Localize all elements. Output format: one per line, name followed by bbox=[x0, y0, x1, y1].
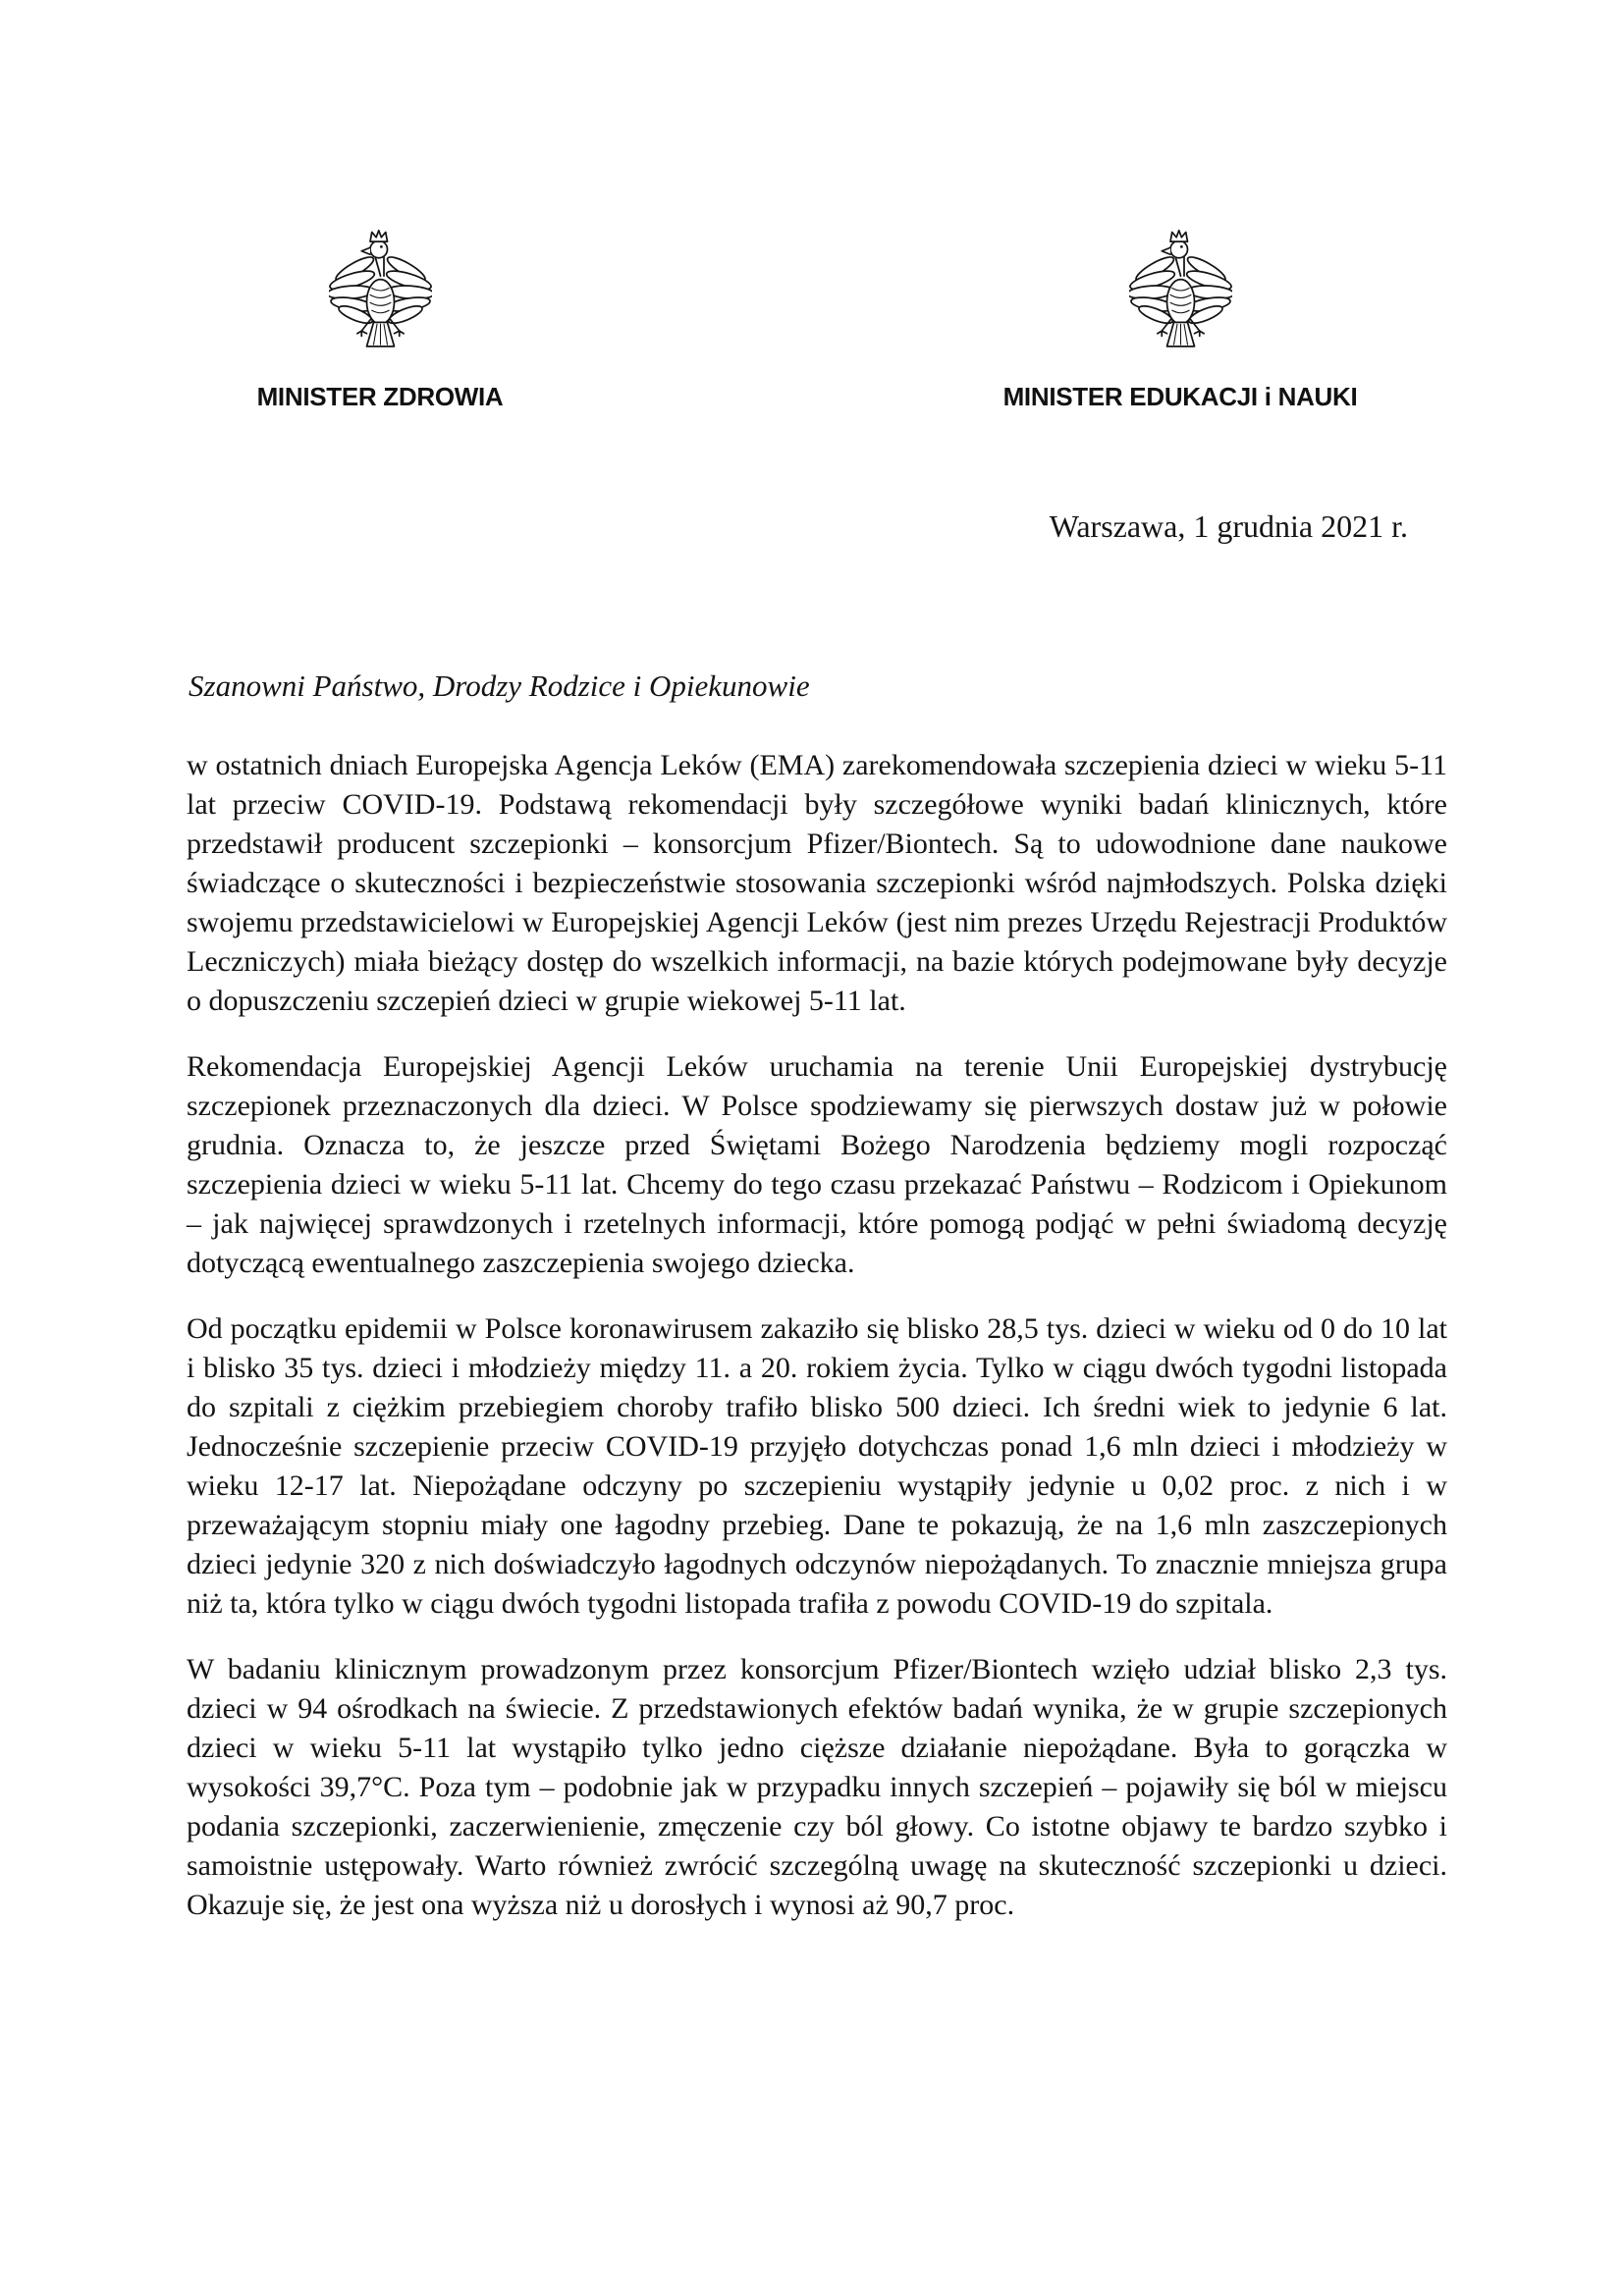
polish-eagle-emblem-left bbox=[329, 226, 432, 355]
body-paragraph-3: Od początku epidemii w Polsce koronawirusem zakaziło się blisko 28,5 tys. dzieci w wieku od 0 do 10 lat i blisko 35 tys. dzieci i młodzieży między 11. a 20. rokiem życia. Tylko w ciągu dwóch tygodni listopada do szpitali z ciężkim przebiegiem choroby trafiło blisko 500 dzieci. Ich średni wiek to jedynie 6 lat. Jednocześnie szczepienie przeciw COVID-19 przyjęło dotychczas ponad 1,6 mln dzieci i młodzieży w wieku 12-17 lat. Niepożądane odczyny po szczepieniu wystąpiły jedynie u 0,02 proc. z nich i w przeważającym stopniu miały one łagodny przebieg. Dane te pokazują, że na 1,6 mln zaszczepionych dzieci jedynie 320 z nich doświadczyło łagodnych odczynów niepożądanych. To znacznie mniejsza grupa niż ta, która tylko w ciągu dwóch tygodni listopada trafiła z powodu COVID-19 do szpitala. bbox=[187, 1312, 1447, 1620]
office-title-minister-edukacji-i-nauki: MINISTER EDUKACJI i NAUKI bbox=[1002, 382, 1358, 411]
polish-eagle-emblem-right bbox=[1129, 226, 1232, 355]
salutation: Szanowni Państwo, Drodzy Rodzice i Opiekunowie bbox=[189, 668, 810, 703]
letter-body bbox=[187, 746, 1447, 1951]
body-paragraph-4: W badaniu klinicznym prowadzonym przez konsorcjum Pfizer/Biontech wzięło udział blisko 2,3 tys. dzieci w 94 ośrodkach na świecie. Z przedstawionych efektów badań wynika, że w grupie szczepionych dzieci w wieku 5-11 lat wystąpiło tylko jedno cięższe działanie niepożądane. Była to gorączka w wysokości 39,7°C. Poza tym – podobnie jak w przypadku innych szczepień – pojawiły się ból w miejscu podania szczepionki, zaczerwienienie, zmęczenie czy ból głowy. Co istotne objawy te bardzo szybko i samoistnie ustępowały. Warto również zwrócić szczególną uwagę na skuteczność szczepionki u dzieci. Okazuje się, że jest ona wyższa niż u dorosłych i wynosi aż 90,7 proc. bbox=[187, 1653, 1447, 1921]
dateline: Warszawa, 1 grudnia 2021 r. bbox=[1049, 508, 1408, 544]
body-paragraph-2: Rekomendacja Europejskiej Agencji Leków uruchamia na terenie Unii Europejskiej dystrybucję szczepionek przeznaczonych dla dzieci. W Polsce spodziewamy się pierwszych dostaw już w połowie grudnia. Oznacza to, że jeszcze przed Świętami Bożego Narodzenia będziemy mogli rozpocząć szczepienia dzieci w wieku 5-11 lat. Chcemy do tego czasu przekazać Państwu – Rodzicom i Opiekunom – jak najwięcej sprawdzonych i rzetelnych informacji, które pomogą podjąć w pełni świadomą decyzję dotyczącą ewentualnego zaszczepienia swojego dziecka. bbox=[187, 1050, 1447, 1279]
polish-eagle-icon bbox=[1129, 226, 1232, 355]
office-title-minister-zdrowia: MINISTER ZDROWIA bbox=[256, 382, 504, 411]
polish-eagle-icon bbox=[329, 226, 432, 355]
body-paragraph-1: w ostatnich dniach Europejska Agencja Leków (EMA) zarekomendowała szczepienia dzieci w wieku 5-11 lat przeciw COVID-19. Podstawą rekomendacji były szczegółowe wyniki badań klinicznych, które przedstawił producent szczepionki – konsorcjum Pfizer/Biontech. Są to udowodnione dane naukowe świadczące o skuteczności i bezpieczeństwie stosowania szczepionki wśród najmłodszych. Polska dzięki swojemu przedstawicielowi w Europejskiej Agencji Leków (jest nim prezes Urzędu Rejestracji Produktów Leczniczych) miała bieżący dostęp do wszelkich informacji, na bazie których podejmowane były decyzje o dopuszczeniu szczepień dzieci w grupie wiekowej 5-11 lat. bbox=[187, 749, 1447, 1017]
